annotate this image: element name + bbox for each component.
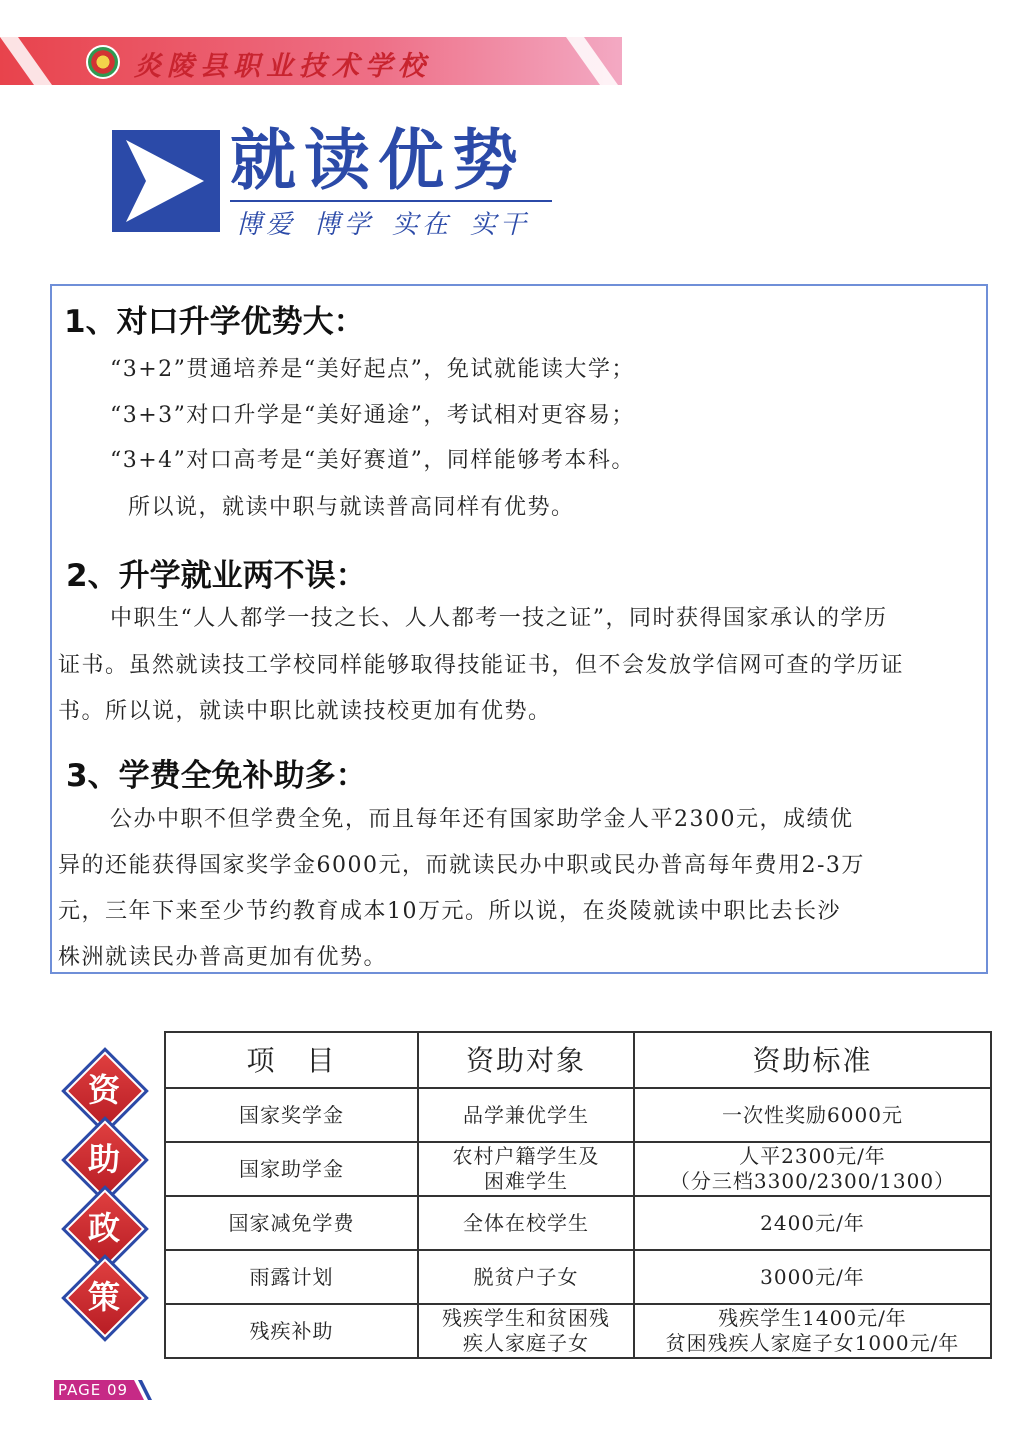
cell-line: 残疾学生1400元/年 bbox=[718, 1306, 907, 1330]
policy-char: 策 bbox=[87, 1278, 120, 1316]
section-line: 公办中职不但学费全免，而且每年还有国家助学金人平2300元，成绩优 bbox=[110, 807, 854, 832]
cell-target bbox=[418, 1304, 634, 1358]
cell-standard bbox=[634, 1088, 991, 1142]
cell-target bbox=[418, 1088, 634, 1142]
section-line: 中职生“人人都学一技之长、人人都考一技之证”，同时获得国家承认的学历 bbox=[110, 606, 888, 631]
cell-standard bbox=[634, 1142, 991, 1196]
table-row bbox=[165, 1250, 991, 1304]
cell-line: 全体在校学生 bbox=[463, 1210, 589, 1235]
table-row bbox=[165, 1142, 991, 1196]
cell-standard bbox=[634, 1196, 991, 1250]
section-line: 株洲就读民办普高更加有优势。 bbox=[58, 945, 388, 970]
section-line: “3+3”对口升学是“美好通途”，考试相对更容易； bbox=[110, 403, 635, 428]
table-row bbox=[165, 1088, 991, 1142]
cell-target bbox=[418, 1142, 634, 1196]
cell-item: 国家减免学费 bbox=[165, 1196, 418, 1250]
page-title: 就读优势 bbox=[230, 122, 526, 199]
slogan-word: 博爱 bbox=[236, 210, 297, 240]
title-slogan bbox=[236, 204, 548, 241]
section-heading: 1、对口升学优势大： bbox=[64, 304, 365, 340]
column-header: 项 目 bbox=[165, 1032, 418, 1088]
section-line: 证书。虽然就读技工学校同样能够取得技能证书，但不会发放学信网可查的学历证 bbox=[58, 653, 905, 678]
policy-diamond bbox=[66, 1259, 142, 1335]
cell-standard bbox=[634, 1250, 991, 1304]
policy-char: 政 bbox=[87, 1209, 120, 1247]
table-row bbox=[165, 1304, 991, 1358]
cell-line: 疾人家庭子女 bbox=[463, 1331, 589, 1355]
section-line: “3+4”对口高考是“美好赛道”，同样能够考本科。 bbox=[110, 448, 635, 473]
school-logo-icon bbox=[86, 45, 120, 79]
cell-line: 农村户籍学生及 bbox=[452, 1144, 600, 1168]
section-line: “3+2”贯通培养是“美好起点”，免试就能读大学； bbox=[110, 357, 635, 382]
cell-line: 残疾学生和贫困残 bbox=[442, 1306, 610, 1330]
column-header: 资助对象 bbox=[418, 1032, 634, 1088]
table-header-row bbox=[165, 1032, 991, 1088]
title-underline bbox=[230, 200, 552, 202]
cell-line: 一次性奖励6000元 bbox=[722, 1102, 903, 1127]
cell-item: 残疾补助 bbox=[165, 1304, 418, 1358]
policy-char: 助 bbox=[87, 1140, 120, 1178]
cell-item: 国家助学金 bbox=[165, 1142, 418, 1196]
section-line: 异的还能获得国家奖学金6000元，而就读民办中职或民办普高每年费用2-3万 bbox=[58, 853, 865, 878]
slogan-word: 实在 bbox=[392, 210, 453, 240]
cell-line: 贫困残疾人家庭子女1000元/年 bbox=[665, 1331, 960, 1355]
policy-char: 资 bbox=[87, 1071, 120, 1109]
cell-item: 雨露计划 bbox=[165, 1250, 418, 1304]
section-line: 元，三年下来至少节约教育成本10万元。所以说，在炎陵就读中职比去长沙 bbox=[58, 899, 841, 924]
slogan-word: 实干 bbox=[470, 210, 531, 240]
cell-line: （分三档3300/2300/1300） bbox=[669, 1169, 956, 1193]
cell-target bbox=[418, 1250, 634, 1304]
section-line: 所以说，就读中职与就读普高同样有优势。 bbox=[128, 495, 575, 520]
cell-target bbox=[418, 1196, 634, 1250]
cell-line: 品学兼优学生 bbox=[463, 1102, 589, 1127]
slogan-word: 博学 bbox=[314, 210, 375, 240]
cell-line: 2400元/年 bbox=[760, 1210, 865, 1235]
table-row bbox=[165, 1196, 991, 1250]
policy-table bbox=[164, 1031, 992, 1359]
section-line: 书。所以说，就读中职比就读技校更加有优势。 bbox=[58, 699, 552, 724]
section-heading: 3、学费全免补助多： bbox=[66, 758, 367, 794]
cell-line: 人平2300元/年 bbox=[739, 1144, 886, 1168]
school-name: 炎陵县职业技术学校 bbox=[134, 51, 431, 82]
cell-line: 3000元/年 bbox=[760, 1264, 865, 1289]
page-number: PAGE 09 bbox=[58, 1381, 129, 1399]
column-header: 资助标准 bbox=[634, 1032, 991, 1088]
section-heading: 2、升学就业两不误： bbox=[66, 558, 367, 594]
cell-line: 脱贫户子女 bbox=[473, 1264, 579, 1289]
cell-line: 困难学生 bbox=[484, 1169, 568, 1193]
cell-item: 国家奖学金 bbox=[165, 1088, 418, 1142]
chevron-right-icon bbox=[112, 130, 220, 232]
cell-standard bbox=[634, 1304, 991, 1358]
